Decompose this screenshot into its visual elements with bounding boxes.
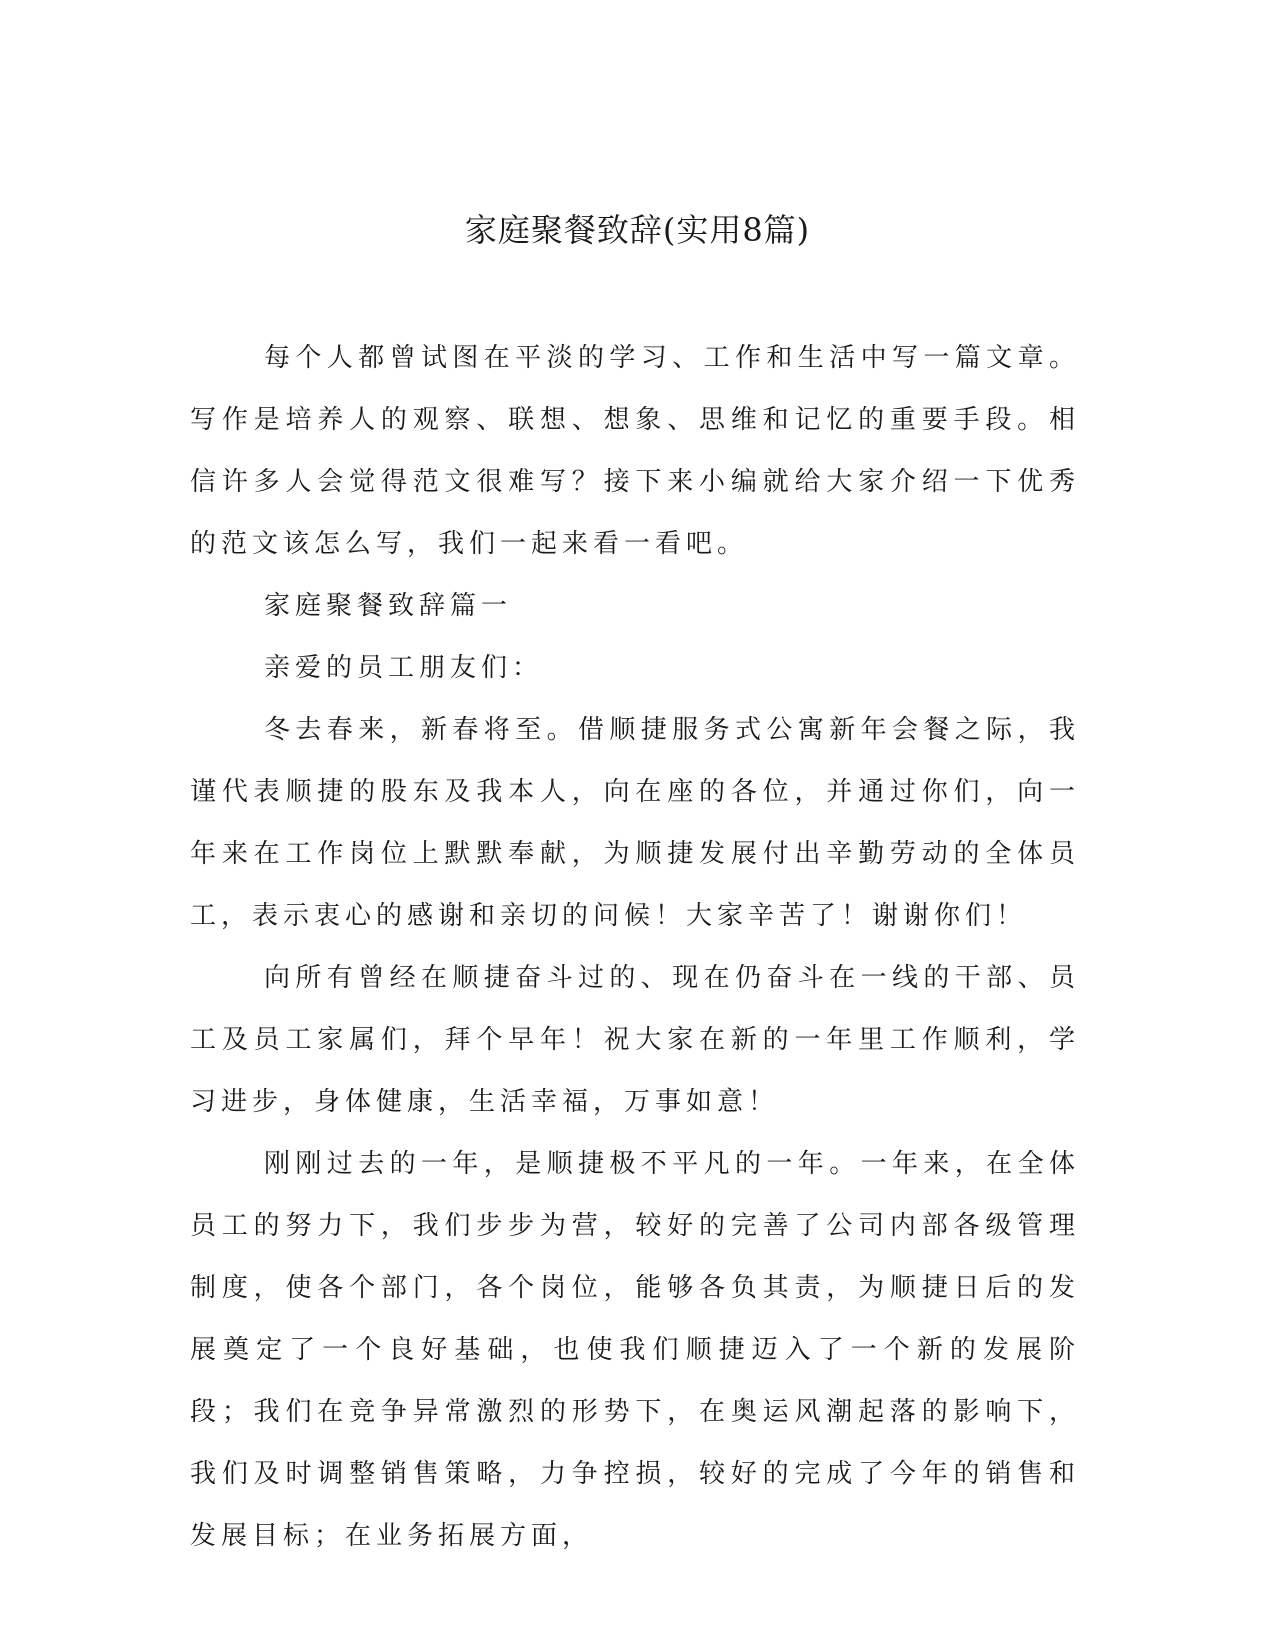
document-body [190,327,1080,1567]
intro-paragraph: 每个人都曾试图在平淡的学习、工作和生活中写一篇文章。写作是培养人的观察、联想、想象、思维和记忆的重要手段。相信许多人会觉得范文很难写？接下来小编就给大家介绍一下优秀的范文该怎么写，我们一起来看一看吧。 [190,343,1080,559]
body-paragraph: 向所有曾经在顺捷奋斗过的、现在仍奋斗在一线的干部、员工及员工家属们，拜个早年！祝大家在新的一年里工作顺利，学习进步，身体健康，生活幸福，万事如意！ [190,963,1080,1117]
body-paragraph: 刚刚过去的一年，是顺捷极不平凡的一年。一年来，在全体员工的努力下，我们步步为营，较好的完善了公司内部各级管理制度，使各个部门，各个岗位，能够各负其责，为顺捷日后的发展奠定了一个良好基础，也使我们顺捷迈入了一个新的发展阶段；我们在竞争异常激烈的形势下，在奥运风潮起落的影响下，我们及时调整销售策略，力争控损，较好的完成了今年的销售和发展目标；在业务拓展方面， [190,1149,1080,1551]
salutation: 亲爱的员工朋友们： [264,653,544,683]
document-title: 家庭聚餐致辞(实用8篇) [464,211,811,249]
body-paragraph: 冬去春来，新春将至。借顺捷服务式公寓新年会餐之际，我谨代表顺捷的股东及我本人，向在座的各位，并通过你们，向一年来在工作岗位上默默奉献，为顺捷发展付出辛勤劳动的全体员工，表示衷心的感谢和亲切的问候！大家辛苦了！谢谢你们！ [190,715,1080,931]
section-heading: 家庭聚餐致辞篇一 [264,591,513,621]
